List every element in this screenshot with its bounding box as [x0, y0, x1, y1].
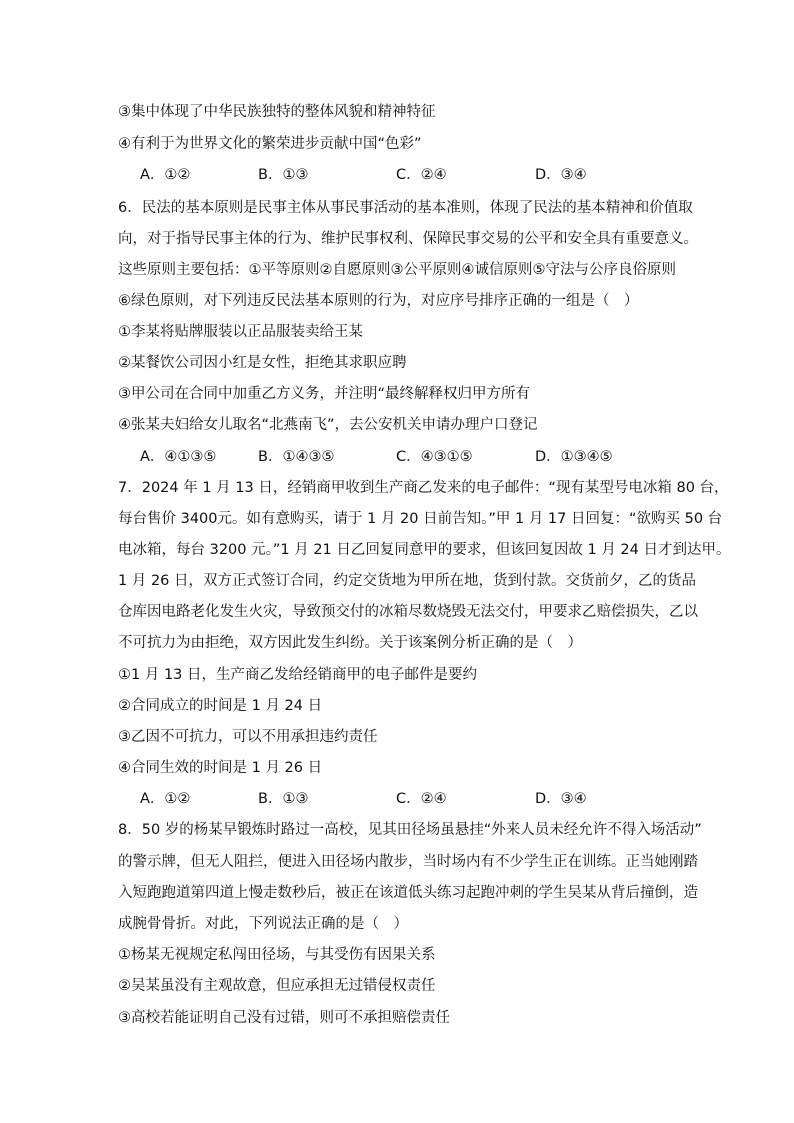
q8-item-1: ①杨某无视规定私闯田径场，与其受伤有因果关系	[118, 947, 436, 963]
q7-stem-line-5: 仓库因电路老化发生火灾，导致预交付的冰箱尽数烧毁无法交付，甲要求乙赔偿损失，乙以	[118, 604, 698, 620]
q6-option-d: D．①③④⑤	[535, 449, 613, 465]
q8-item-2: ②吴某虽没有主观故意，但应承担无过错侵权责任	[118, 978, 436, 994]
q8-stem-line-1: 8．50 岁的杨某早锻炼时路过一高校，见其田径场虽悬挂“外来人员未经允许不得入场活动”	[118, 822, 702, 838]
q7-item-1: ①1 月 13 日，生产商乙发给经销商甲的电子邮件是要约	[118, 667, 478, 683]
q5-option-b: B．①③	[258, 167, 309, 183]
q7-stem-line-3: 电冰箱，每台 3200 元。”1 月 21 日乙回复同意甲的要求，但该回复因故 1 月 24 日才到达甲。	[118, 542, 731, 558]
q7-option-d: D．③④	[535, 791, 587, 807]
q6-stem-line-3: 这些原则主要包括：①平等原则②自愿原则③公平原则④诚信原则⑤守法与公序良俗原则	[118, 262, 676, 278]
q7-option-b: B．①③	[258, 791, 309, 807]
q7-option-a: A．①②	[140, 791, 191, 807]
q6-option-c: C．④③①⑤	[396, 449, 473, 465]
q7-item-4: ④合同生效的时间是 1 月 26 日	[118, 760, 323, 776]
q6-option-a: A．④①③⑤	[140, 449, 217, 465]
q6-stem-line-4: ⑥绿色原则，对下列违反民法基本原则的行为，对应序号排序正确的一组是（ ）	[118, 293, 639, 309]
q5-option-c: C．②④	[396, 167, 447, 183]
q7-option-c: C．②④	[396, 791, 447, 807]
q8-stem-line-4: 成腕骨骨折。对此，下列说法正确的是（ ）	[118, 916, 408, 932]
q6-option-b: B．①④③⑤	[258, 449, 335, 465]
q8-stem-line-3: 入短跑跑道第四道上慢走数秒后，被正在该道低头练习起跑冲刺的学生吴某从背后撞倒，造	[118, 885, 698, 901]
q5-option-a: A．①②	[140, 167, 191, 183]
q7-stem-line-2: 每台售价 3400元。如有意购买，请于 1 月 20 日前告知。”甲 1 月 17 日回复：“欲购买 50 台	[118, 511, 723, 527]
q8-stem-line-2: 的警示牌，但无人阻拦，便进入田径场内散步，当时场内有不少学生正在训练。正当她刚踏	[118, 854, 698, 870]
q7-item-3: ③乙因不可抗力，可以不用承担违约责任	[118, 729, 378, 745]
q6-item-3: ③甲公司在合同中加重乙方义务，并注明“最终解释权归甲方所有	[118, 386, 531, 402]
q7-item-2: ②合同成立的时间是 1 月 24 日	[118, 698, 323, 714]
q5-item-4: ④有利于为世界文化的繁荣进步贡献中国“色彩”	[118, 136, 422, 152]
q6-stem-line-2: 向，对于指导民事主体的行为、维护民事权利、保障民事交易的公平和安全具有重要意义。	[118, 231, 698, 247]
q5-option-d: D．③④	[535, 167, 587, 183]
q7-stem-line-6: 不可抗力为由拒绝，双方因此发生纠纷。关于该案例分析正确的是（ ）	[118, 635, 582, 651]
q8-item-3: ③高校若能证明自己没有过错，则可不承担赔偿责任	[118, 1010, 450, 1026]
q6-item-1: ①李某将贴牌服装以正品服装卖给王某	[118, 324, 363, 340]
q6-item-4: ④张某夫妇给女儿取名“北燕南飞”，去公安机关申请办理户口登记	[118, 417, 538, 433]
q7-stem-line-1: 7．2024 年 1 月 13 日，经销商甲收到生产商乙发来的电子邮件：“现有某型号电冰箱 80 台，	[118, 480, 729, 496]
q6-stem-line-1: 6．民法的基本原则是民事主体从事民事活动的基本准则，体现了民法的基本精神和价值取	[118, 200, 693, 216]
q5-item-3: ③集中体现了中华民族独特的整体风貌和精神特征	[118, 104, 436, 120]
q7-stem-line-4: 1 月 26 日，双方正式签订合同，约定交货地为甲所在地，货到付款。交货前夕，乙的货品	[118, 573, 696, 589]
q6-item-2: ②某餐饮公司因小红是女性，拒绝其求职应聘	[118, 355, 407, 371]
